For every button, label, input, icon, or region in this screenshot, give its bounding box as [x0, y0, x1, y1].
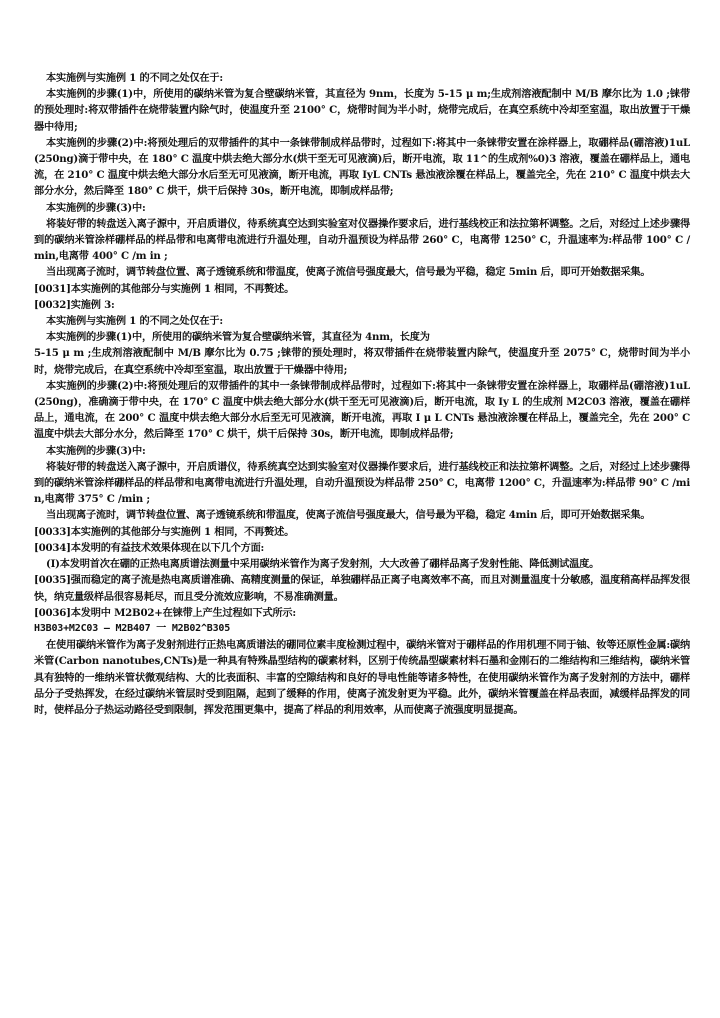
paragraph: [0034]本发明的有益技术效果体现在以下几个方面:: [34, 541, 265, 554]
paragraph: 本实施例的步骤(1)中，所使用的碳纳米管为复合壁碳纳米管，其直径为 4nm，长度为: [46, 331, 430, 344]
paragraph: [0033]本实施例的其他部分与实施例 1 相同，不再赘述。: [34, 525, 295, 538]
paragraph: [0036]本发明中 M2B02+在铼带上产生过程如下式所示:: [34, 606, 296, 619]
paragraph: [0035]强而稳定的离子流是热电离质谱准确、高精度测量的保证，单独硼样品正离子电离效率不高，而且对测量温度十分敏感，温度稍高样品挥发很快，纳克量级样品很容易耗尽，而且受分流效应影响，不易准确测量。: [34, 574, 691, 603]
paragraph: 在使用碳纳米管作为离子发射剂进行正热电离质谱法的硼同位素丰度检测过程中，碳纳米管对于硼样品的作用机理不同于铀、钕等还原性金属:碳纳米管(Carbon nanotubes,CNTs)是一种具有特殊晶型结构的碳素材料，区别于传统晶型碳素材料石墨和金刚石的二维结构和三维结构，碳纳米管具有独特的一维纳米管状微观结构、大的比表面积、丰富的空隙结构和良好的导电性能等诸多特性，在使用碳纳米管作为离子发射剂的方法中，硼样品分子受热挥发，在经过碳纳米管层时受到阻隔，起到了缓释的作用，使离子流发射更为平稳。此外，碳纳米管覆盖在样品表面，减缓样品挥发的同时，使样品分子热运动路径受到限制，挥发范围更集中，提高了样品的利用效率，从而使离子流强度明显提高。: [34, 639, 690, 716]
paragraph: [0032]实施例 3:: [34, 298, 115, 311]
paragraph: 本实施例的步骤(3)中:: [46, 444, 146, 457]
paragraph: [0031]本实施例的其他部分与实施例 1 相同，不再赘述。: [34, 282, 295, 295]
paragraph: 当出现离子流时，调节转盘位置、离子透镜系统和带温度，使离子流信号强度最大，信号最为平稳，稳定 5min 后，即可开始数据采集。: [46, 266, 651, 279]
paragraph: 本实施例与实施例 1 的不同之处仅在于:: [46, 315, 223, 328]
paragraph: 本实施例的步骤(1)中，所使用的碳纳米管为复合壁碳纳米管，其直径为 9nm，长度为 5-15 μ m;生成剂溶液配制中 M/B 摩尔比为 1.0 ;铼带的预处理时:将双带插件在烧带装置内除气时，使温度升至 2100° C，烧带时间为半小时，烧带完成后，在真空系统中冷却至室温，取出放置于干燥器中待用;: [34, 88, 690, 133]
paragraph: 5-15 μ m ;生成剂溶液配制中 M/B 摩尔比为 0.75 ;铼带的预处理时，将双带插件在烧带装置内除气，使温度升至 2075° C，烧带时间为半小时，烧带完成后，在真空系统中冷却至室温，取出放置于干燥器中待用;: [34, 347, 690, 376]
paragraph: H3B03+M2C03 — M2B407 一 M2B02^B305: [34, 622, 231, 634]
paragraph: 将装好带的转盘送入离子源中，开启质谱仪，待系统真空达到实验室对仪器操作要求后，进行基线校正和法拉第杯调整。之后，对经过上述步骤得到的碳纳米管涂样硼样品的样品带和电离带电流进行升温处理，自动升温预设为样品带 260° C，电离带 1250° C，升温速率为:样品带 100° C /min,电离带 400° C /m in ;: [34, 217, 690, 263]
paragraph: 将装好带的转盘送入离子源中，开启质谱仪，待系统真空达到实验室对仪器操作要求后，进行基线校正和法拉第杯调整。之后，对经过上述步骤得到的碳纳米管涂样硼样品的样品带和电离带电流进行升温处理，自动升温预设为样品带 250° C，电离带 1200° C，升温速率为:样品带 90° C /min,电离带 375° C /min ;: [34, 460, 690, 506]
paragraph: 当出现离子流时，调节转盘位置、离子透镜系统和带温度，使离子流信号强度最大，信号最为平稳，稳定 4min 后，即可开始数据采集。: [46, 509, 651, 522]
paragraph: 本实施例的步骤(2)中:将预处理后的双带插件的其中一条铼带制成样品带时，过程如下:将其中一条铼带安置在涂样器上，取硼样品(硼溶液)1uL(250ng)，准确滴于带中央，在 170° C 温度中烘去绝大部分水(烘干至无可见液滴)后，断开电流，取 Iy L 的生成剂 M2C03 溶液，覆盖在硼样品上，通电流，在 200° C 温度中烘去绝大部分水后至无可见液滴，断开电流，再取 I μ L CNTs 悬浊液涂覆在样品上，覆盖完全，先在 200° C 温度中烘去大部分水分，然后降至 170° C 烘干，烘干后保持 30s，断开电流，即制成样品带;: [34, 379, 690, 441]
paragraph: 本实施例的步骤(3)中:: [46, 201, 146, 214]
paragraph: 本实施例与实施例 1 的不同之处仅在于:: [46, 72, 223, 84]
paragraph: 本实施例的步骤(2)中:将预处理后的双带插件的其中一条铼带制成样品带时，过程如下:将其中一条铼带安置在涂样器上，取硼样品(硼溶液)1uL(250ng)滴于带中央，在 180° C 温度中烘去绝大部分水(烘干至无可见液滴)后，断开电流，取 11^的生成剂%0)3 溶液，覆盖在硼样品上，通电流，在 210° C 温度中烘去绝大部分水后至无可见液滴，断开电流，再取 IyL CNTs 悬浊液涂覆在样品上，覆盖完全，先在 210° C 温度中烘去大部分水分，然后降至 180° C 烘干，烘干后保持 30s，断开电流，即制成样品带;: [34, 136, 690, 198]
document-body: [0, 70, 720, 718]
paragraph: (I)本发明首次在硼的正热电离质谱法测量中采用碳纳米管作为离子发射剂，大大改善了硼样品离子发射性能、降低测试温度。: [46, 558, 600, 571]
